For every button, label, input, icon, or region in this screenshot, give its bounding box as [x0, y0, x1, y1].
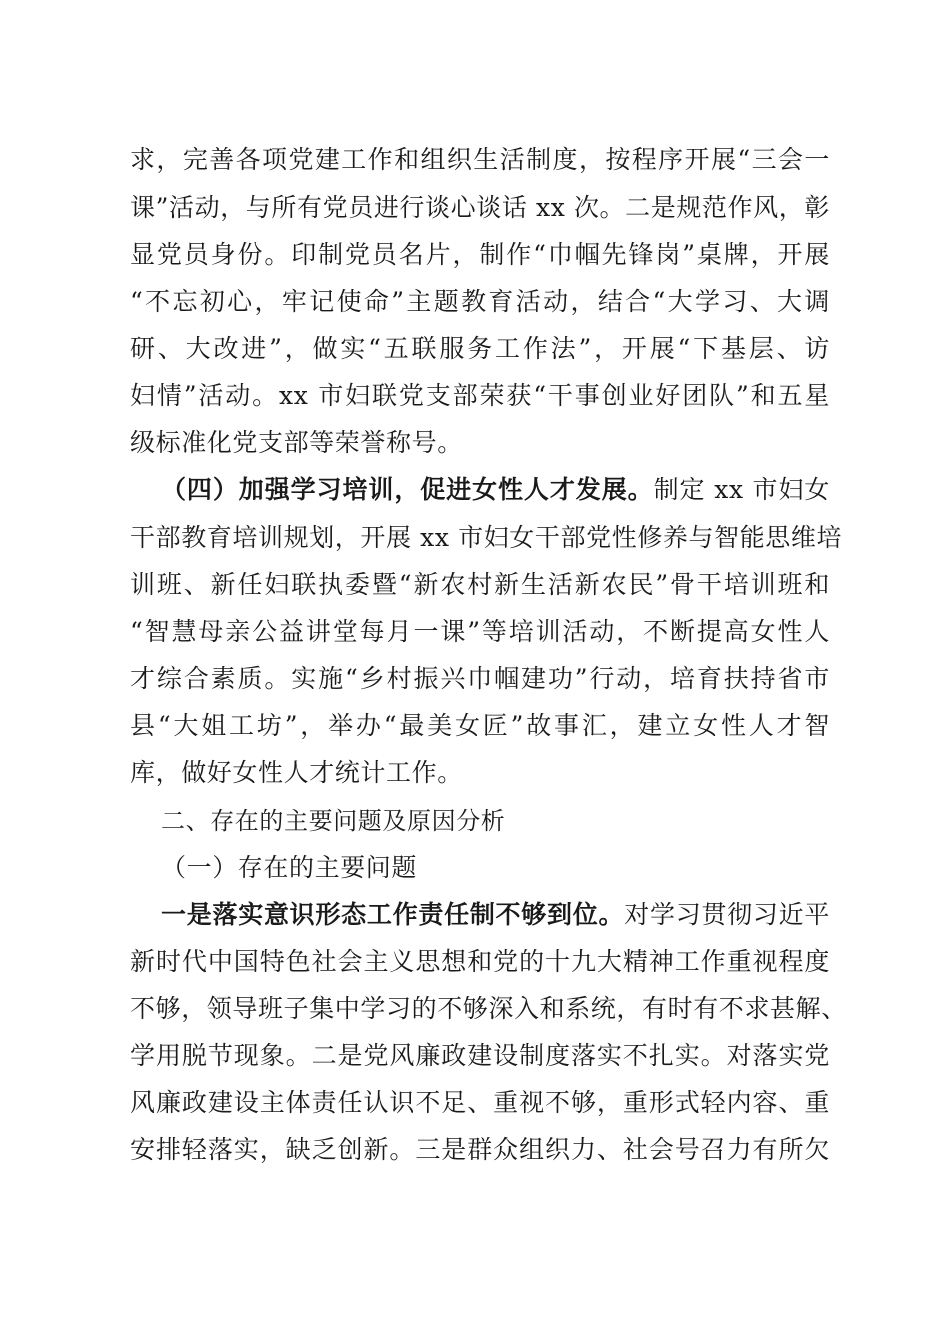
- paragraph-line: 求，完善各项党建工作和组织生活制度，按程序开展“三会一: [130, 145, 830, 174]
- section-heading: 二、存在的主要问题及原因分析: [161, 807, 506, 835]
- paragraph-lead: （四）加强学习培训，促进女性人才发展。: [161, 475, 654, 504]
- paragraph-line: 县“大姐工坊”，举办“最美女匠”故事汇，建立女性人才智: [130, 711, 830, 740]
- paragraph-line: 新时代中国特色社会主义思想和党的十九大精神工作重视程度: [130, 947, 830, 976]
- paragraph-first-line: [161, 473, 830, 507]
- paragraph-line: 才综合素质。实施“乡村振兴巾帼建功”行动，培育扶持省市: [130, 664, 830, 693]
- paragraph-line: 妇情”活动。xx 市妇联党支部荣获“干事创业好团队”和五星: [130, 381, 830, 410]
- subsection-heading: （一）存在的主要问题: [161, 853, 418, 882]
- paragraph-lead: 一是落实意识形态工作责任制不够到位。: [161, 900, 625, 929]
- paragraph-line: 研、大改进”，做实“五联服务工作法”，开展“下基层、访: [130, 334, 830, 363]
- paragraph-text: 对学习贯彻习近平: [624, 900, 830, 929]
- paragraph-line: 学用脱节现象。二是党风廉政建设制度落实不扎实。对落实党: [130, 1041, 830, 1070]
- paragraph-line: 课”活动，与所有党员进行谈心谈话 xx 次。二是规范作风，彰: [130, 193, 830, 222]
- paragraph-line: 级标准化党支部等荣誉称号。: [130, 428, 463, 457]
- paragraph-line: 显党员身份。印制党员名片，制作“巾帼先锋岗”桌牌，开展: [130, 240, 830, 269]
- paragraph-line: 不够，领导班子集中学习的不够深入和系统，有时有不求甚解、: [130, 994, 847, 1023]
- paragraph-text: 制定 xx 市妇女: [653, 475, 830, 504]
- paragraph-line: 安排轻落实，缺乏创新。三是群众组织力、社会号召力有所欠: [130, 1135, 830, 1164]
- paragraph-line: “不忘初心，牢记使命”主题教育活动，结合“大学习、大调: [130, 287, 830, 316]
- paragraph-line: “智慧母亲公益讲堂每月一课”等培训活动，不断提高女性人: [130, 617, 830, 646]
- paragraph-line: 风廉政建设主体责任认识不足、重视不够，重形式轻内容、重: [130, 1088, 830, 1117]
- paragraph-line: 干部教育培训规划，开展 xx 市妇女干部党性修养与智能思维培: [130, 523, 843, 552]
- paragraph-line: 训班、新任妇联执委暨“新农村新生活新农民”骨干培训班和: [130, 570, 830, 599]
- paragraph-first-line: [161, 898, 830, 932]
- paragraph-line: 库，做好女性人才统计工作。: [130, 758, 463, 787]
